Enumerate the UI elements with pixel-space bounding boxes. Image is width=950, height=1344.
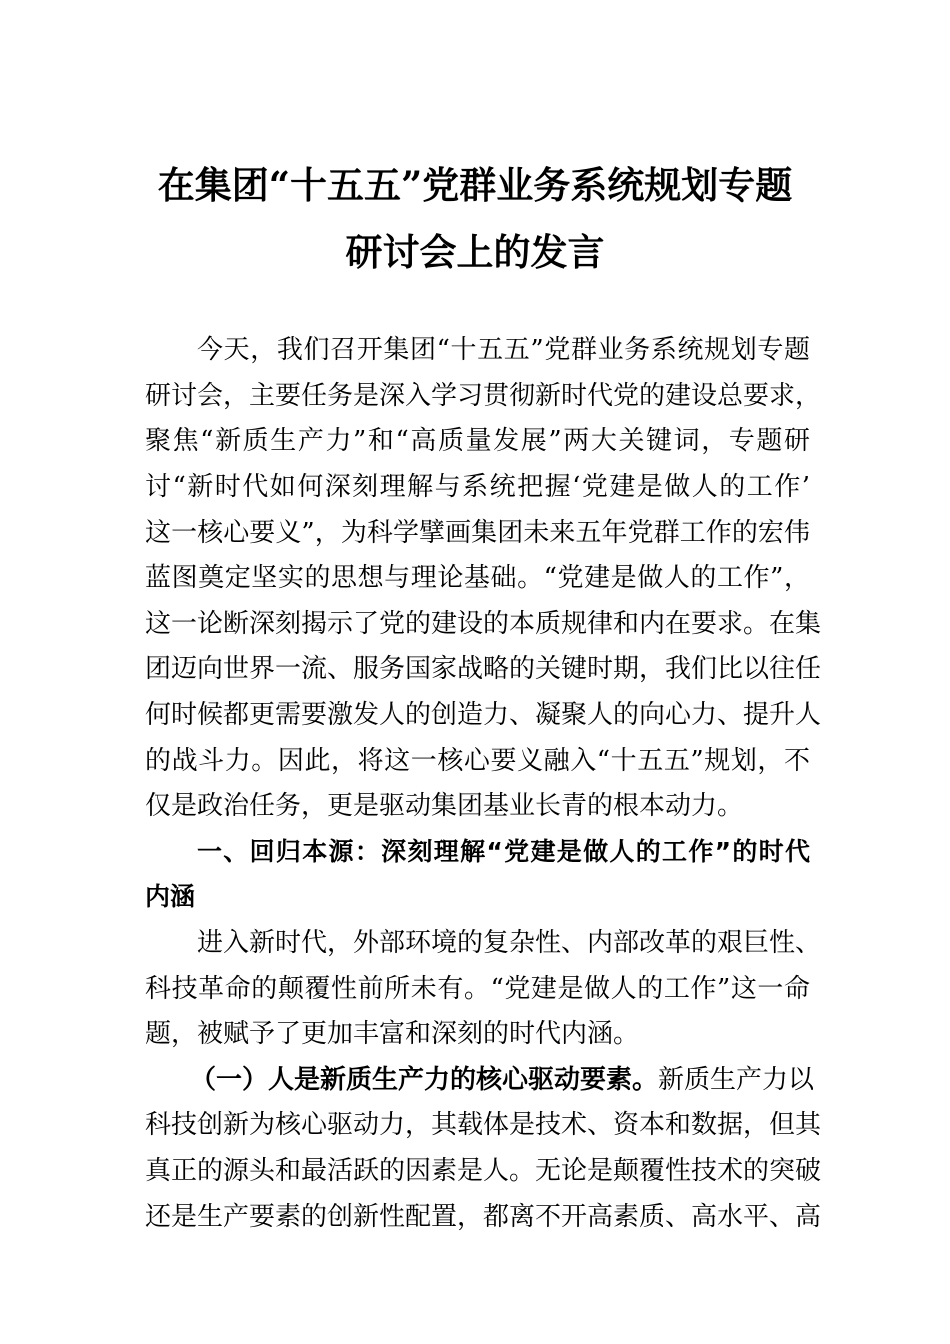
subheading-lead: （一）人是新质生产力的核心驱动要素。 — [190, 1065, 659, 1095]
paragraph-1-line: 研讨会，主要任务是深入学习贯彻新时代党的建设总要求， — [145, 381, 822, 411]
section-heading-line: 内涵 — [145, 882, 196, 911]
paragraph-1-line: 的战斗力。因此，将这一核心要义融入“十五五”规划，不 — [145, 746, 810, 776]
paragraph-3-line: 真正的源头和最活跃的因素是人。无论是颠覆性技术的突破 — [145, 1156, 822, 1186]
paragraph-1-line: 团迈向世界一流、服务国家战略的关键时期，我们比以往任 — [145, 654, 822, 684]
paragraph-2-line: 进入新时代，外部环境的复杂性、内部改革的艰巨性、 — [197, 928, 822, 958]
paragraph-3-line: 科技创新为核心驱动力，其载体是技术、资本和数据，但其 — [145, 1110, 822, 1140]
paragraph-1-line: 这一核心要义”，为科学擘画集团未来五年党群工作的宏伟 — [145, 518, 810, 548]
paragraph-1-line: 何时候都更需要激发人的创造力、凝聚人的向心力、提升人 — [145, 700, 822, 730]
paragraph-1-line: 讨“新时代如何深刻理解与系统把握‘党建是做人的工作’ — [145, 472, 810, 502]
section-heading-line: 一、回归本源：深刻理解“党建是做人的工作”的时代 — [197, 837, 810, 866]
paragraph-1-line: 这一论断深刻揭示了党的建设的本质规律和内在要求。在集 — [145, 609, 822, 639]
paragraph-1-line: 仅是政治任务，更是驱动集团基业长青的根本动力。 — [145, 791, 744, 821]
paragraph-3-line: 还是生产要素的创新性配置，都离不开高素质、高水平、高 — [145, 1202, 822, 1232]
document-title-line-2: 研讨会上的发言 — [345, 230, 605, 274]
paragraph-2-line: 科技革命的颠覆性前所未有。“党建是做人的工作”这一命 — [145, 974, 810, 1004]
paragraph-3-first-line-rest: 新质生产力以 — [658, 1065, 815, 1095]
paragraph-1-line: 聚焦“新质生产力”和“高质量发展”两大关键词，专题研 — [145, 426, 810, 456]
paragraph-2-line: 题，被赋予了更加丰富和深刻的时代内涵。 — [145, 1019, 640, 1049]
paragraph-1-line: 蓝图奠定坚实的思想与理论基础。“党建是做人的工作”， — [145, 563, 810, 593]
document-title-line-1: 在集团“十五五”党群业务系统规划专题 — [157, 163, 793, 207]
paragraph-3-first-line — [190, 1057, 815, 1103]
paragraph-1-line: 今天，我们召开集团“十五五”党群业务系统规划专题 — [197, 335, 810, 365]
